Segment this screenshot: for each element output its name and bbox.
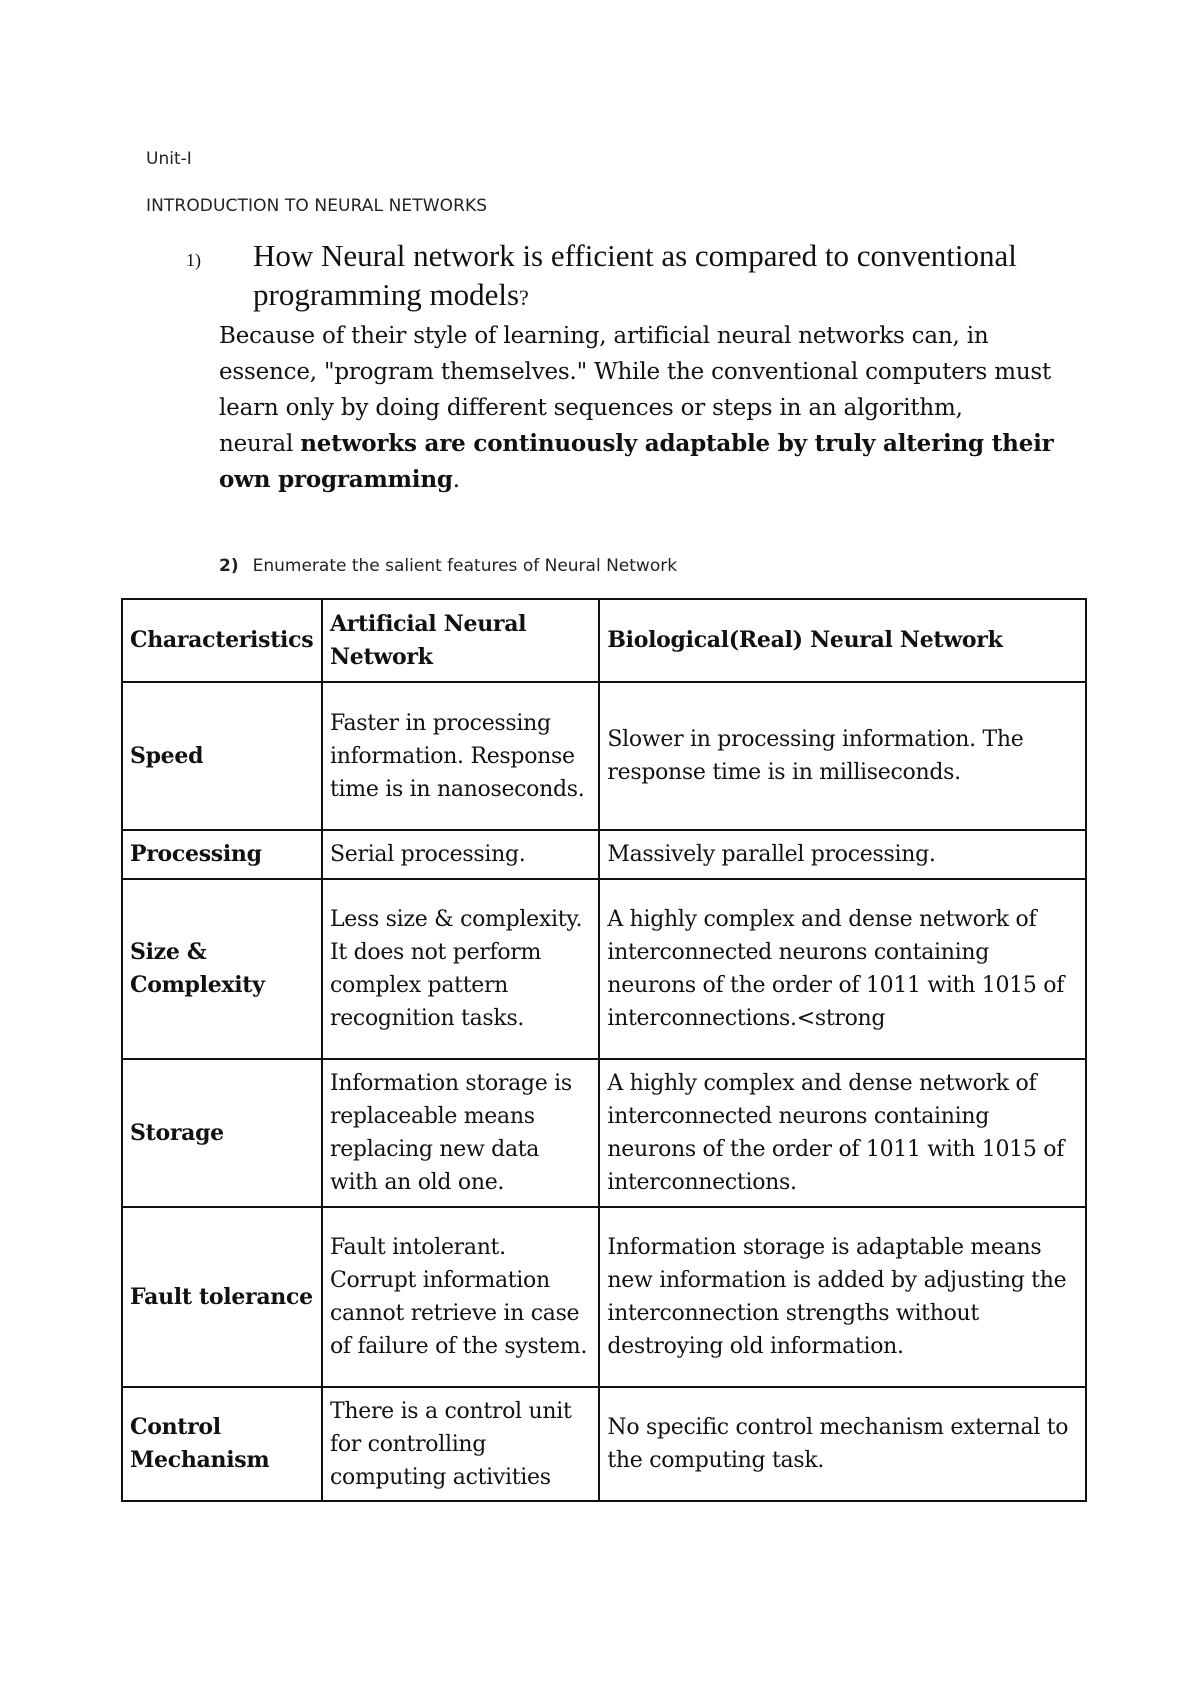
answer-line-5: [219, 462, 1079, 498]
answer-1: [219, 318, 1079, 498]
question-1-number: 1): [186, 250, 201, 270]
question-1-mark: ?: [519, 285, 529, 310]
answer-line-5-end: .: [452, 467, 460, 493]
features-table: [121, 598, 1087, 1502]
question-2-number: 2): [219, 556, 239, 576]
row-characteristic: Storage: [122, 1059, 322, 1207]
row-characteristic: Fault tolerance: [122, 1207, 322, 1387]
table-row: [122, 879, 1086, 1059]
table-row: [122, 1059, 1086, 1207]
row-biological: Slower in processing information. The response time is in milliseconds.: [599, 682, 1086, 830]
question-1-body: How Neural network is efficient as compared to conventional programming models: [253, 238, 1017, 312]
header-biological: Biological(Real) Neural Network: [599, 599, 1086, 682]
answer-line-1: Because of their style of learning, artificial neural networks can, in: [219, 323, 989, 349]
table-header-row: [122, 599, 1086, 682]
row-artificial: There is a control unit for controlling computing activities: [322, 1387, 599, 1501]
unit-label: Unit-I: [146, 149, 192, 169]
row-biological: A highly complex and dense network of interconnected neurons containing neurons of the order of 1011 with 1015 of interconnections.<strong: [599, 879, 1086, 1059]
table-row: [122, 830, 1086, 879]
row-biological: A highly complex and dense network of interconnected neurons containing neurons of the order of 1011 with 1015 of interconnections.: [599, 1059, 1086, 1207]
chapter-title: INTRODUCTION TO NEURAL NETWORKS: [146, 196, 488, 216]
row-characteristic: Speed: [122, 682, 322, 830]
question-1-text: [253, 236, 1083, 317]
answer-line-4-plain: neural: [219, 431, 301, 457]
row-characteristic: Size & Complexity: [122, 879, 322, 1059]
question-2: [219, 556, 677, 576]
row-biological: No specific control mechanism external to the computing task.: [599, 1387, 1086, 1501]
row-biological: Information storage is adaptable means new information is added by adjusting the interconnection strengths without destroying old information.: [599, 1207, 1086, 1387]
answer-line-5-bold: own programming: [219, 466, 453, 493]
row-artificial: Fault intolerant. Corrupt information cannot retrieve in case of failure of the system.: [322, 1207, 599, 1387]
row-artificial: Less size & complexity. It does not perform complex pattern recognition tasks.: [322, 879, 599, 1059]
header-characteristics: Characteristics: [122, 599, 322, 682]
row-characteristic: Processing: [122, 830, 322, 879]
table-row: [122, 682, 1086, 830]
row-biological: Massively parallel processing.: [599, 830, 1086, 879]
header-artificial: Artificial Neural Network: [322, 599, 599, 682]
row-artificial: Faster in processing information. Response time is in nanoseconds.: [322, 682, 599, 830]
row-artificial: Serial processing.: [322, 830, 599, 879]
row-artificial: Information storage is replaceable means replacing new data with an old one.: [322, 1059, 599, 1207]
answer-line-2: essence, "program themselves." While the conventional computers must: [219, 359, 1052, 385]
answer-line-4-bold: networks are continuously adaptable by truly altering their: [300, 430, 1054, 457]
answer-line-4: [219, 426, 1079, 462]
answer-line-3: learn only by doing different sequences or steps in an algorithm,: [219, 395, 963, 421]
table-row: [122, 1207, 1086, 1387]
table-row: [122, 1387, 1086, 1501]
row-characteristic: Control Mechanism: [122, 1387, 322, 1501]
question-2-text: Enumerate the salient features of Neural Network: [252, 556, 678, 576]
